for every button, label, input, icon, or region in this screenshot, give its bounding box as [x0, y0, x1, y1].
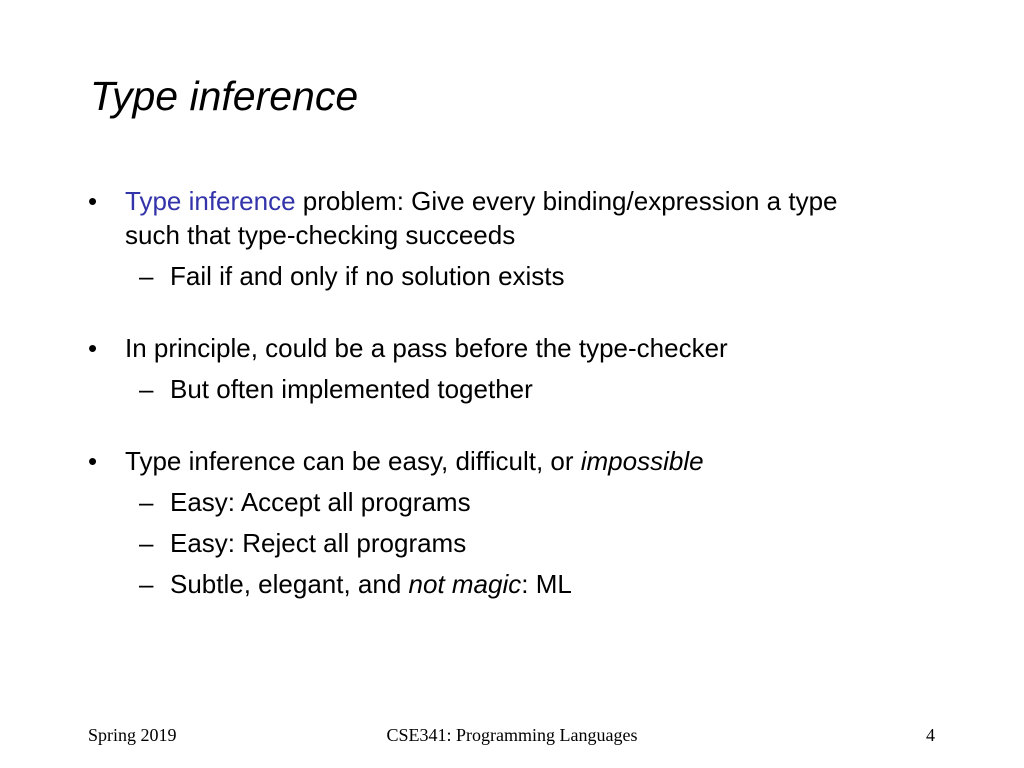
bullet-list	[88, 184, 948, 601]
bullet-item-3	[88, 444, 948, 478]
footer-date: Spring 2019	[88, 725, 177, 745]
bullet-text-continued: such that type-checking succeeds	[125, 220, 516, 250]
emphasized-text: impossible	[580, 446, 704, 476]
sub-bullet	[88, 485, 948, 519]
sub-bullet	[88, 372, 948, 406]
slide-title: Type inference	[90, 73, 359, 119]
dash-marker: –	[139, 569, 154, 599]
footer-course: CSE341: Programming Languages	[386, 725, 638, 745]
bullet-marker: •	[88, 446, 98, 476]
sub-bullet-text: Fail if and only if no solution exists	[170, 261, 565, 291]
sub-bullet-text: Easy: Accept all programs	[170, 487, 471, 517]
bullet-marker: •	[88, 186, 98, 216]
bullet-item-1	[88, 184, 948, 252]
bullet-text: In principle, could be a pass before the type-checker	[125, 333, 728, 363]
bullet-text: problem: Give every binding/expression a type	[295, 186, 838, 216]
sub-bullet-text-end: : ML	[521, 569, 572, 599]
footer-page-number: 4	[926, 725, 935, 745]
dash-marker: –	[139, 261, 154, 291]
sub-bullet	[88, 567, 948, 601]
bullet-text: Type inference can be easy, difficult, or	[125, 446, 581, 476]
bullet-item-2	[88, 331, 948, 365]
dash-marker: –	[139, 374, 154, 404]
sub-bullet-text: Subtle, elegant, and	[170, 569, 409, 599]
sub-bullet	[88, 259, 948, 293]
dash-marker: –	[139, 487, 154, 517]
sub-bullet-text: But often implemented together	[170, 374, 533, 404]
highlighted-term: Type inference	[125, 186, 296, 216]
dash-marker: –	[139, 528, 154, 558]
sub-bullet-text: Easy: Reject all programs	[170, 528, 467, 558]
bullet-marker: •	[88, 333, 98, 363]
emphasized-text: not magic	[408, 569, 522, 599]
sub-bullet	[88, 526, 948, 560]
